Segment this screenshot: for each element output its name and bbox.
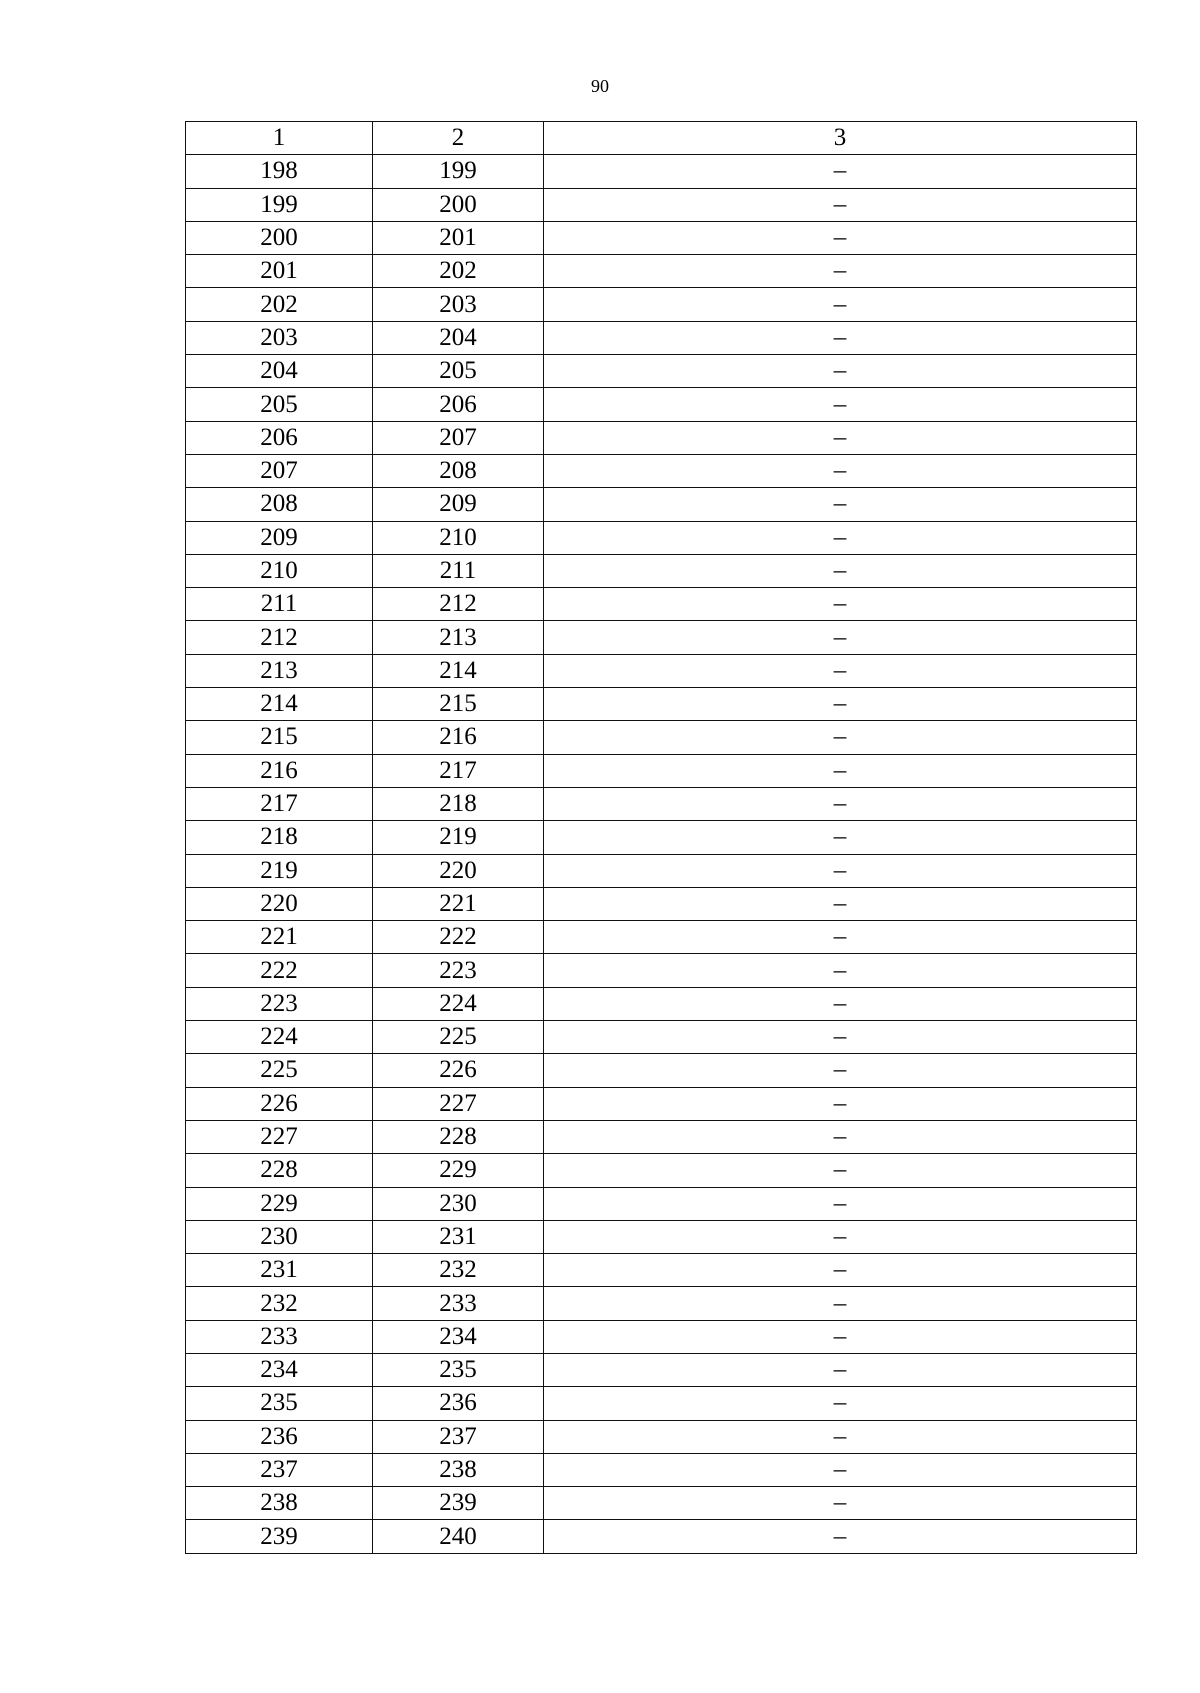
table-row — [186, 1154, 1137, 1187]
table-row — [186, 1054, 1137, 1087]
table-cell-col-1: 211 — [186, 588, 373, 621]
table-cell-col-1: 237 — [186, 1453, 373, 1486]
table-row — [186, 1320, 1137, 1353]
table-row — [186, 954, 1137, 987]
table-cell-col-1: 207 — [186, 454, 373, 487]
table-row — [186, 421, 1137, 454]
table-cell-col-2: 206 — [373, 388, 544, 421]
table-cell-col-2: 211 — [373, 554, 544, 587]
table-cell-col-1: 235 — [186, 1387, 373, 1420]
table-cell-col-3: – — [544, 621, 1137, 654]
table-cell-col-2: 207 — [373, 421, 544, 454]
table-cell-col-1: 217 — [186, 787, 373, 820]
table-cell-col-2: 226 — [373, 1054, 544, 1087]
table-cell-col-1: 221 — [186, 921, 373, 954]
table-cell-col-1: 219 — [186, 854, 373, 887]
table-cell-col-2: 222 — [373, 921, 544, 954]
table-cell-col-1: 225 — [186, 1054, 373, 1087]
table-cell-col-2: 232 — [373, 1254, 544, 1287]
table-cell-col-1: 234 — [186, 1353, 373, 1386]
table-cell-col-3: – — [544, 1021, 1137, 1054]
table-cell-col-2: 209 — [373, 488, 544, 521]
table-cell-col-3: – — [544, 288, 1137, 321]
table-cell-col-2: 212 — [373, 588, 544, 621]
table-cell-col-1: 206 — [186, 421, 373, 454]
table-cell-col-3: – — [544, 754, 1137, 787]
table-cell-col-3: – — [544, 388, 1137, 421]
table-cell-col-2: 199 — [373, 155, 544, 188]
table-row — [186, 1387, 1137, 1420]
table-cell-col-2: 228 — [373, 1120, 544, 1153]
table-cell-col-3: – — [544, 1353, 1137, 1386]
table-cell-col-2: 201 — [373, 221, 544, 254]
table-cell-col-1: 227 — [186, 1120, 373, 1153]
table-row — [186, 987, 1137, 1020]
table-cell-col-1: 229 — [186, 1187, 373, 1220]
table-cell-col-3: – — [544, 588, 1137, 621]
table-cell-col-1: 231 — [186, 1254, 373, 1287]
table-cell-col-2: 220 — [373, 854, 544, 887]
table-cell-col-3: – — [544, 787, 1137, 820]
table-cell-col-3: – — [544, 554, 1137, 587]
table-cell-col-2: 213 — [373, 621, 544, 654]
table-cell-col-2: 237 — [373, 1420, 544, 1453]
table-cell-col-3: – — [544, 221, 1137, 254]
table-row — [186, 488, 1137, 521]
table-cell-col-3: – — [544, 454, 1137, 487]
table-cell-col-1: 199 — [186, 188, 373, 221]
table-row — [186, 787, 1137, 820]
table-cell-col-1: 202 — [186, 288, 373, 321]
table-row — [186, 1353, 1137, 1386]
table-cell-col-3: – — [544, 1287, 1137, 1320]
table-cell-col-2: 205 — [373, 355, 544, 388]
table-row — [186, 321, 1137, 354]
table-row — [186, 588, 1137, 621]
table-cell-col-3: – — [544, 488, 1137, 521]
table-row — [186, 887, 1137, 920]
table-cell-col-3: – — [544, 1320, 1137, 1353]
table-cell-col-2: 214 — [373, 654, 544, 687]
table-cell-col-3: – — [544, 188, 1137, 221]
column-header-3: 3 — [544, 122, 1137, 155]
table-cell-col-2: 235 — [373, 1353, 544, 1386]
table-cell-col-1: 224 — [186, 1021, 373, 1054]
table-cell-col-3: – — [544, 987, 1137, 1020]
table-cell-col-3: – — [544, 521, 1137, 554]
table-row — [186, 1254, 1137, 1287]
table-cell-col-2: 215 — [373, 688, 544, 721]
table-row — [186, 355, 1137, 388]
table-cell-col-3: – — [544, 854, 1137, 887]
table-cell-col-3: – — [544, 954, 1137, 987]
table-cell-col-3: – — [544, 1187, 1137, 1220]
table-row — [186, 554, 1137, 587]
table-cell-col-1: 212 — [186, 621, 373, 654]
table-cell-col-3: – — [544, 887, 1137, 920]
table-cell-col-2: 233 — [373, 1287, 544, 1320]
table-row — [186, 754, 1137, 787]
table-cell-col-2: 218 — [373, 787, 544, 820]
column-header-1: 1 — [186, 122, 373, 155]
table-cell-col-1: 205 — [186, 388, 373, 421]
table-cell-col-3: – — [544, 821, 1137, 854]
table-cell-col-1: 215 — [186, 721, 373, 754]
table-cell-col-1: 226 — [186, 1087, 373, 1120]
table-cell-col-3: – — [544, 721, 1137, 754]
table-cell-col-1: 200 — [186, 221, 373, 254]
table-cell-col-1: 236 — [186, 1420, 373, 1453]
table-cell-col-2: 204 — [373, 321, 544, 354]
table-cell-col-2: 221 — [373, 887, 544, 920]
table-row — [186, 921, 1137, 954]
table-cell-col-3: – — [544, 1387, 1137, 1420]
table-cell-col-2: 229 — [373, 1154, 544, 1187]
table-cell-col-2: 227 — [373, 1087, 544, 1120]
table-row — [186, 155, 1137, 188]
table-cell-col-3: – — [544, 1453, 1137, 1486]
table-cell-col-1: 222 — [186, 954, 373, 987]
table-cell-col-3: – — [544, 921, 1137, 954]
table-cell-col-1: 209 — [186, 521, 373, 554]
page-number: 90 — [591, 76, 609, 96]
table-body — [186, 155, 1137, 1553]
table-cell-col-2: 216 — [373, 721, 544, 754]
table-cell-col-1: 208 — [186, 488, 373, 521]
table-row — [186, 1520, 1137, 1553]
table-cell-col-3: – — [544, 421, 1137, 454]
table-cell-col-3: – — [544, 155, 1137, 188]
table-row — [186, 1187, 1137, 1220]
table-row — [186, 221, 1137, 254]
table-cell-col-1: 233 — [186, 1320, 373, 1353]
table-cell-col-2: 236 — [373, 1387, 544, 1420]
table-cell-col-3: – — [544, 688, 1137, 721]
table-cell-col-2: 208 — [373, 454, 544, 487]
table-cell-col-3: – — [544, 1120, 1137, 1153]
table-row — [186, 1087, 1137, 1120]
table-cell-col-1: 213 — [186, 654, 373, 687]
table-header-row — [186, 122, 1137, 155]
table-cell-col-1: 210 — [186, 554, 373, 587]
table-row — [186, 388, 1137, 421]
data-table — [185, 121, 1137, 1554]
table-cell-col-3: – — [544, 1487, 1137, 1520]
table-cell-col-1: 232 — [186, 1287, 373, 1320]
table-cell-col-1: 218 — [186, 821, 373, 854]
table-row — [186, 1021, 1137, 1054]
table-cell-col-1: 220 — [186, 887, 373, 920]
table-cell-col-1: 230 — [186, 1220, 373, 1253]
table-cell-col-2: 240 — [373, 1520, 544, 1553]
table-cell-col-2: 231 — [373, 1220, 544, 1253]
table-row — [186, 1120, 1137, 1153]
table-row — [186, 1287, 1137, 1320]
table-cell-col-1: 198 — [186, 155, 373, 188]
table-cell-col-2: 223 — [373, 954, 544, 987]
table-cell-col-2: 210 — [373, 521, 544, 554]
table-row — [186, 255, 1137, 288]
table-cell-col-1: 223 — [186, 987, 373, 1020]
table-cell-col-2: 230 — [373, 1187, 544, 1220]
table-cell-col-2: 219 — [373, 821, 544, 854]
table-row — [186, 821, 1137, 854]
table-cell-col-3: – — [544, 1520, 1137, 1553]
table-cell-col-1: 204 — [186, 355, 373, 388]
table-row — [186, 1453, 1137, 1486]
table-cell-col-1: 201 — [186, 255, 373, 288]
table-cell-col-1: 238 — [186, 1487, 373, 1520]
table-cell-col-1: 203 — [186, 321, 373, 354]
table-row — [186, 688, 1137, 721]
table-row — [186, 1220, 1137, 1253]
table-cell-col-3: – — [544, 1420, 1137, 1453]
table-cell-col-1: 228 — [186, 1154, 373, 1187]
table-cell-col-2: 224 — [373, 987, 544, 1020]
table-row — [186, 854, 1137, 887]
table-cell-col-1: 216 — [186, 754, 373, 787]
table-row — [186, 721, 1137, 754]
table-cell-col-3: – — [544, 355, 1137, 388]
table-cell-col-1: 239 — [186, 1520, 373, 1553]
table-cell-col-3: – — [544, 1154, 1137, 1187]
table-cell-col-3: – — [544, 1087, 1137, 1120]
table-cell-col-2: 217 — [373, 754, 544, 787]
table-cell-col-2: 239 — [373, 1487, 544, 1520]
table-row — [186, 1487, 1137, 1520]
table-row — [186, 1420, 1137, 1453]
table-cell-col-3: – — [544, 1054, 1137, 1087]
table-cell-col-3: – — [544, 654, 1137, 687]
table-row — [186, 188, 1137, 221]
table-cell-col-2: 225 — [373, 1021, 544, 1054]
table-cell-col-1: 214 — [186, 688, 373, 721]
table-row — [186, 521, 1137, 554]
table-header — [186, 122, 1137, 155]
table-cell-col-2: 202 — [373, 255, 544, 288]
table-cell-col-3: – — [544, 255, 1137, 288]
table-cell-col-3: – — [544, 1254, 1137, 1287]
table-row — [186, 288, 1137, 321]
table-cell-col-2: 234 — [373, 1320, 544, 1353]
table-row — [186, 654, 1137, 687]
table-cell-col-2: 200 — [373, 188, 544, 221]
table-row — [186, 621, 1137, 654]
table-row — [186, 454, 1137, 487]
table-cell-col-2: 238 — [373, 1453, 544, 1486]
table-cell-col-3: – — [544, 1220, 1137, 1253]
table-cell-col-2: 203 — [373, 288, 544, 321]
column-header-2: 2 — [373, 122, 544, 155]
table-cell-col-3: – — [544, 321, 1137, 354]
